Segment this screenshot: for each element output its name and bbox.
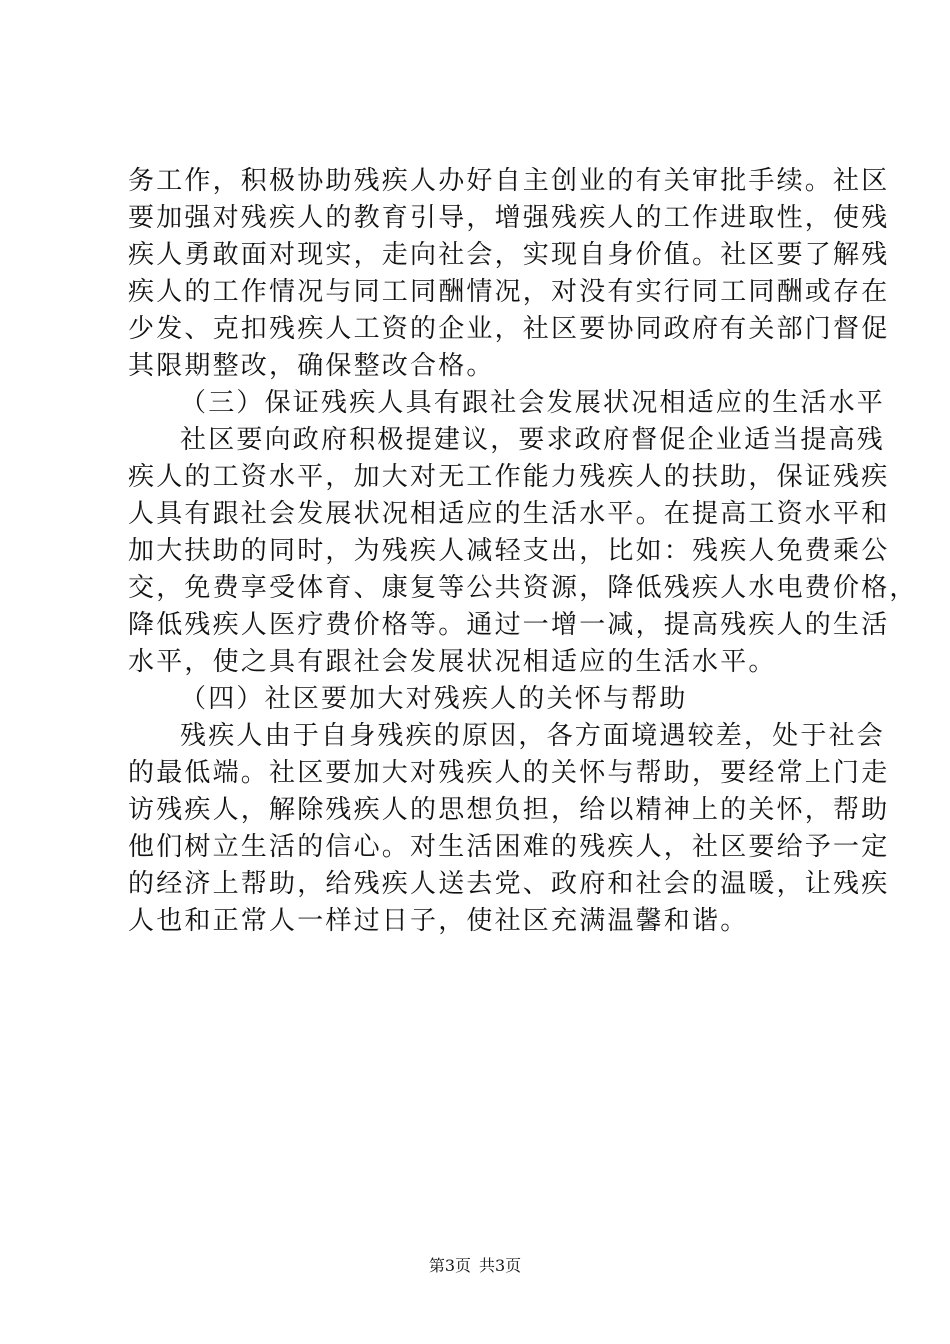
- body-line-2: 要加强对残疾人的教育引导，增强残疾人的工作进取性，使残: [128, 203, 890, 233]
- body-line-10: 加大扶助的同时，为残疾人减轻支出，比如：残疾人免费乘公: [128, 536, 890, 566]
- body-line-9: 人具有跟社会发展状况相适应的生活水平。在提高工资水平和: [128, 499, 890, 529]
- section-heading-3: （三）保证残疾人具有跟社会发展状况相适应的生活水平: [180, 388, 886, 418]
- body-line-5: 少发、克扣残疾人工资的企业，社区要协同政府有关部门督促: [128, 314, 890, 344]
- body-line-3: 疾人勇敢面对现实，走向社会，实现自身价值。社区要了解残: [128, 240, 890, 270]
- page-footer: [0, 1255, 950, 1277]
- document-body: [128, 163, 918, 940]
- current-page-number: 第3页: [428, 1256, 471, 1275]
- body-line-11: 交，免费享受体育、康复等公共资源，降低残疾人水电费价格，: [128, 573, 918, 603]
- body-line-4: 疾人的工作情况与同工同酬情况，对没有实行同工同酬或存在: [128, 277, 890, 307]
- total-pages: 共3页: [479, 1256, 522, 1275]
- body-line-13: 水平，使之具有跟社会发展状况相适应的生活水平。: [128, 647, 777, 677]
- body-line-1: 务工作，积极协助残疾人办好自主创业的有关审批手续。社区: [128, 166, 890, 196]
- body-line-15: 的最低端。社区要加大对残疾人的关怀与帮助，要经常上门走: [128, 758, 890, 788]
- body-line-16: 访残疾人，解除残疾人的思想负担，给以精神上的关怀，帮助: [128, 795, 890, 825]
- body-line-17: 他们树立生活的信心。对生活困难的残疾人，社区要给予一定: [128, 832, 890, 862]
- body-line-6: 其限期整改，确保整改合格。: [128, 351, 495, 381]
- body-line-14: 残疾人由于自身残疾的原因，各方面境遇较差，处于社会: [180, 721, 886, 751]
- body-line-8: 疾人的工资水平，加大对无工作能力残疾人的扶助，保证残疾: [128, 462, 890, 492]
- body-line-7: 社区要向政府积极提建议，要求政府督促企业适当提高残: [180, 425, 886, 455]
- section-heading-4: （四）社区要加大对残疾人的关怀与帮助: [180, 684, 688, 714]
- body-line-19: 人也和正常人一样过日子，使社区充满温馨和谐。: [128, 906, 749, 936]
- body-line-12: 降低残疾人医疗费价格等。通过一增一减，提高残疾人的生活: [128, 610, 890, 640]
- body-line-18: 的经济上帮助，给残疾人送去党、政府和社会的温暖，让残疾: [128, 869, 890, 899]
